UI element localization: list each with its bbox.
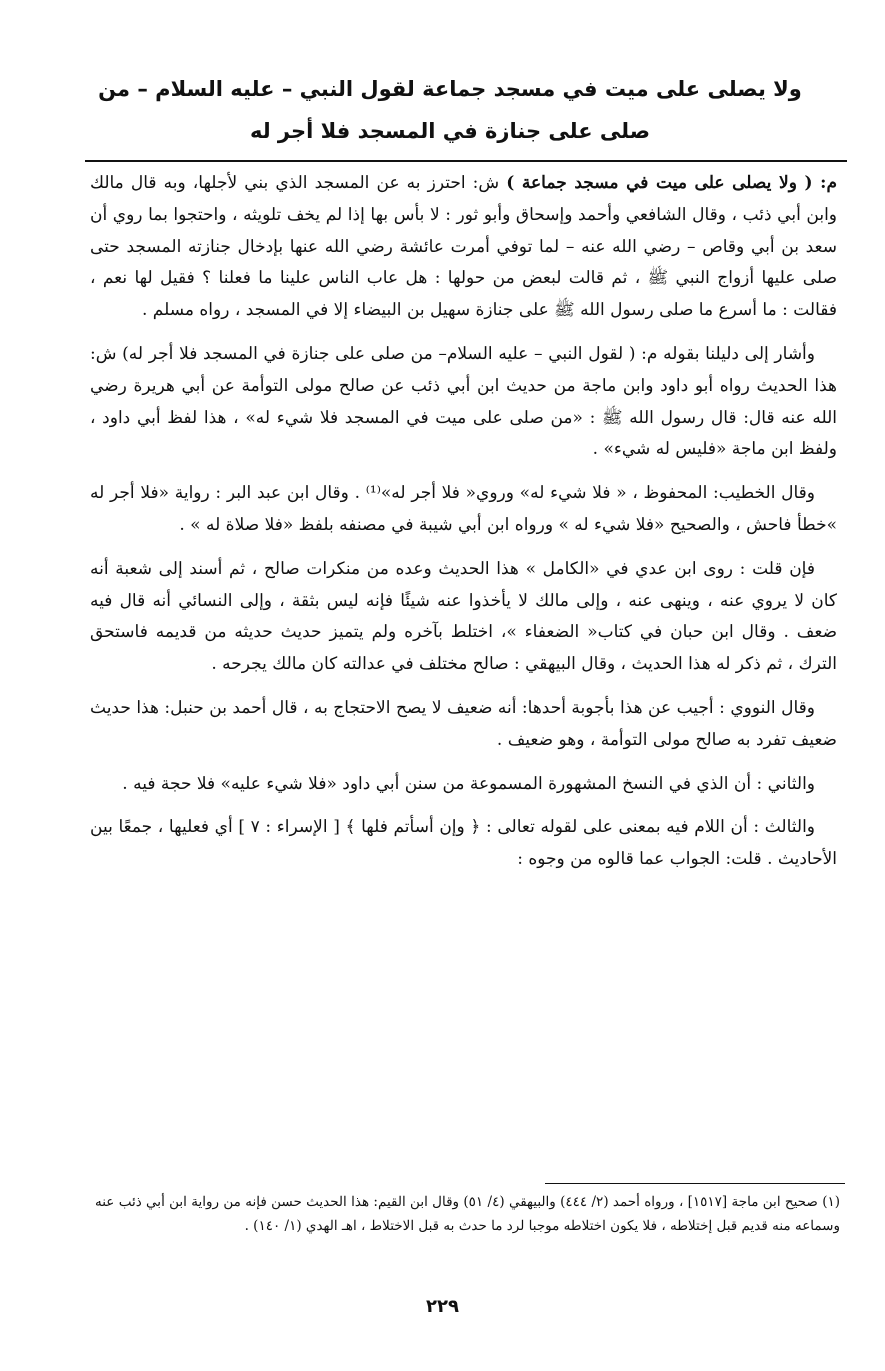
paragraph xyxy=(90,554,837,681)
paragraph-text: وأشار إلى دليلنا بقوله م: ( لقول النبي – عليه السلام– من صلى على جنازة في المسجد فلا أجر له) ش: هذا الحديث رواه أبو داود وابن ماجة من حديث ابن أبي ذئب عن صالح مولى التوأمة عن أبي هريرة رضي الله عنه قال: قال رسول الله ﷺ : «من صلى على ميت في المسجد فلا شيء له» ، هذا لفظ أبي داود ، ولفظ ابن ماجة «فليس له شيء» . xyxy=(90,343,837,460)
paragraph xyxy=(90,339,837,466)
paragraph-lead: م: ( ولا يصلى على ميت في مسجد جماعة ) xyxy=(506,173,837,193)
chapter-heading: ولا يصلى على ميت في مسجد جماعة لقول النبي – عليه السلام – من صلى على جنازة في المسجد فلا أجر له xyxy=(98,77,802,143)
heading-divider xyxy=(85,160,847,162)
footnote-divider xyxy=(545,1183,845,1184)
paragraph-text: فإن قلت : روى ابن عدي في «الكامل » هذا الحديث وعده من منكرات صالح ، ثم أسند إلى شعبة أنه كان لا يروي عنه ، وينهى عنه ، وإلى مالك لا يأخذوا عنه شيئًا فإنه ليس بثقة ، وإلى النسائي أنه قال فيه ضعف . وقال ابن حبان في كتاب« الضعفاء »، اختلط بآخره ولم يتميز حديث حديثه من قديمه فاستحق الترك ، ثم ذكر له هذا الحديث ، وقال البيهقي : صالح مختلف في عدالته كان مالك يجرحه . xyxy=(90,558,837,675)
paragraph xyxy=(90,812,837,876)
paragraph xyxy=(90,693,837,757)
paragraph xyxy=(90,478,837,542)
paragraph-text: وقال النووي : أجيب عن هذا بأجوبة أحدها: أنه ضعيف لا يصح الاحتجاج به ، قال أحمد بن حنبل: هذا حديث ضعيف تفرد به صالح مولى التوأمة ، وهو ضعيف . xyxy=(90,697,837,750)
paragraph xyxy=(90,769,837,801)
main-text xyxy=(90,168,837,888)
page-number: ٢٢٩ xyxy=(426,1296,459,1317)
paragraph xyxy=(90,168,837,327)
paragraph-text: ش: احترز به عن المسجد الذي بني لأجلها، وبه قال مالك وابن أبي ذئب ، وقال الشافعي وأحمد وإسحاق وأبو ثور : لا بأس بها إذا لم يخف تلويثه ، واحتجوا بما روي أن سعد بن أبي وقاص – رضي الله عنه – لما توفي أمرت عائشة رضي الله عنها بإدخال جنازته المسجد حتى صلى عليها أزواج النبي ﷺ ، ثم قالت لبعض من حولها : هل عاب الناس علينا ما فعلنا ؟ فقيل لها نعم ، فقالت : ما أسرع ما صلى رسول الله ﷺ على جنازة سهيل بن البيضاء إلا في المسجد ، رواه مسلم . xyxy=(90,173,837,321)
paragraph-text: وقال الخطيب: المحفوظ ، « فلا شيء له» وروي« فلا أجر له»⁽¹⁾ . وقال ابن عبد البر : رواية «فلا أجر له »خطأ فاحش ، والصحيح «فلا شيء له » ورواه ابن أبي شيبة في مصنفه بلفظ «فلا صلاة له » . xyxy=(90,483,837,535)
footnote: (١) صحيح ابن ماجة [١٥١٧] ، ورواه أحمد (٢/ ٤٤٤) والبيهقي (٤/ ٥١) وقال ابن القيم: هذا الحديث حسن فإنه من رواية ابن أبي ذئب عنه وسماعه منه قديم قبل إختلاطه ، فلا يكون اختلاطه موجبا لرد ما حدث به قبل الاختلاط ، اهـ الهدي (١/ ١٤٠) . xyxy=(95,1194,841,1234)
paragraph-text: والثالث : أن اللام فيه بمعنى على لقوله تعالى : ﴿ وإن أسأتم فلها ﴾ [ الإسراء : ٧ ] أي فعليها ، جمعًا بين الأحاديث . قلت: الجواب عما قالوه من وجوه : xyxy=(90,817,837,870)
paragraph-text: والثاني : أن الذي في النسخ المشهورة المسموعة من سنن أبي داود «فلا شيء عليه» فلا حجة فيه . xyxy=(122,773,815,794)
